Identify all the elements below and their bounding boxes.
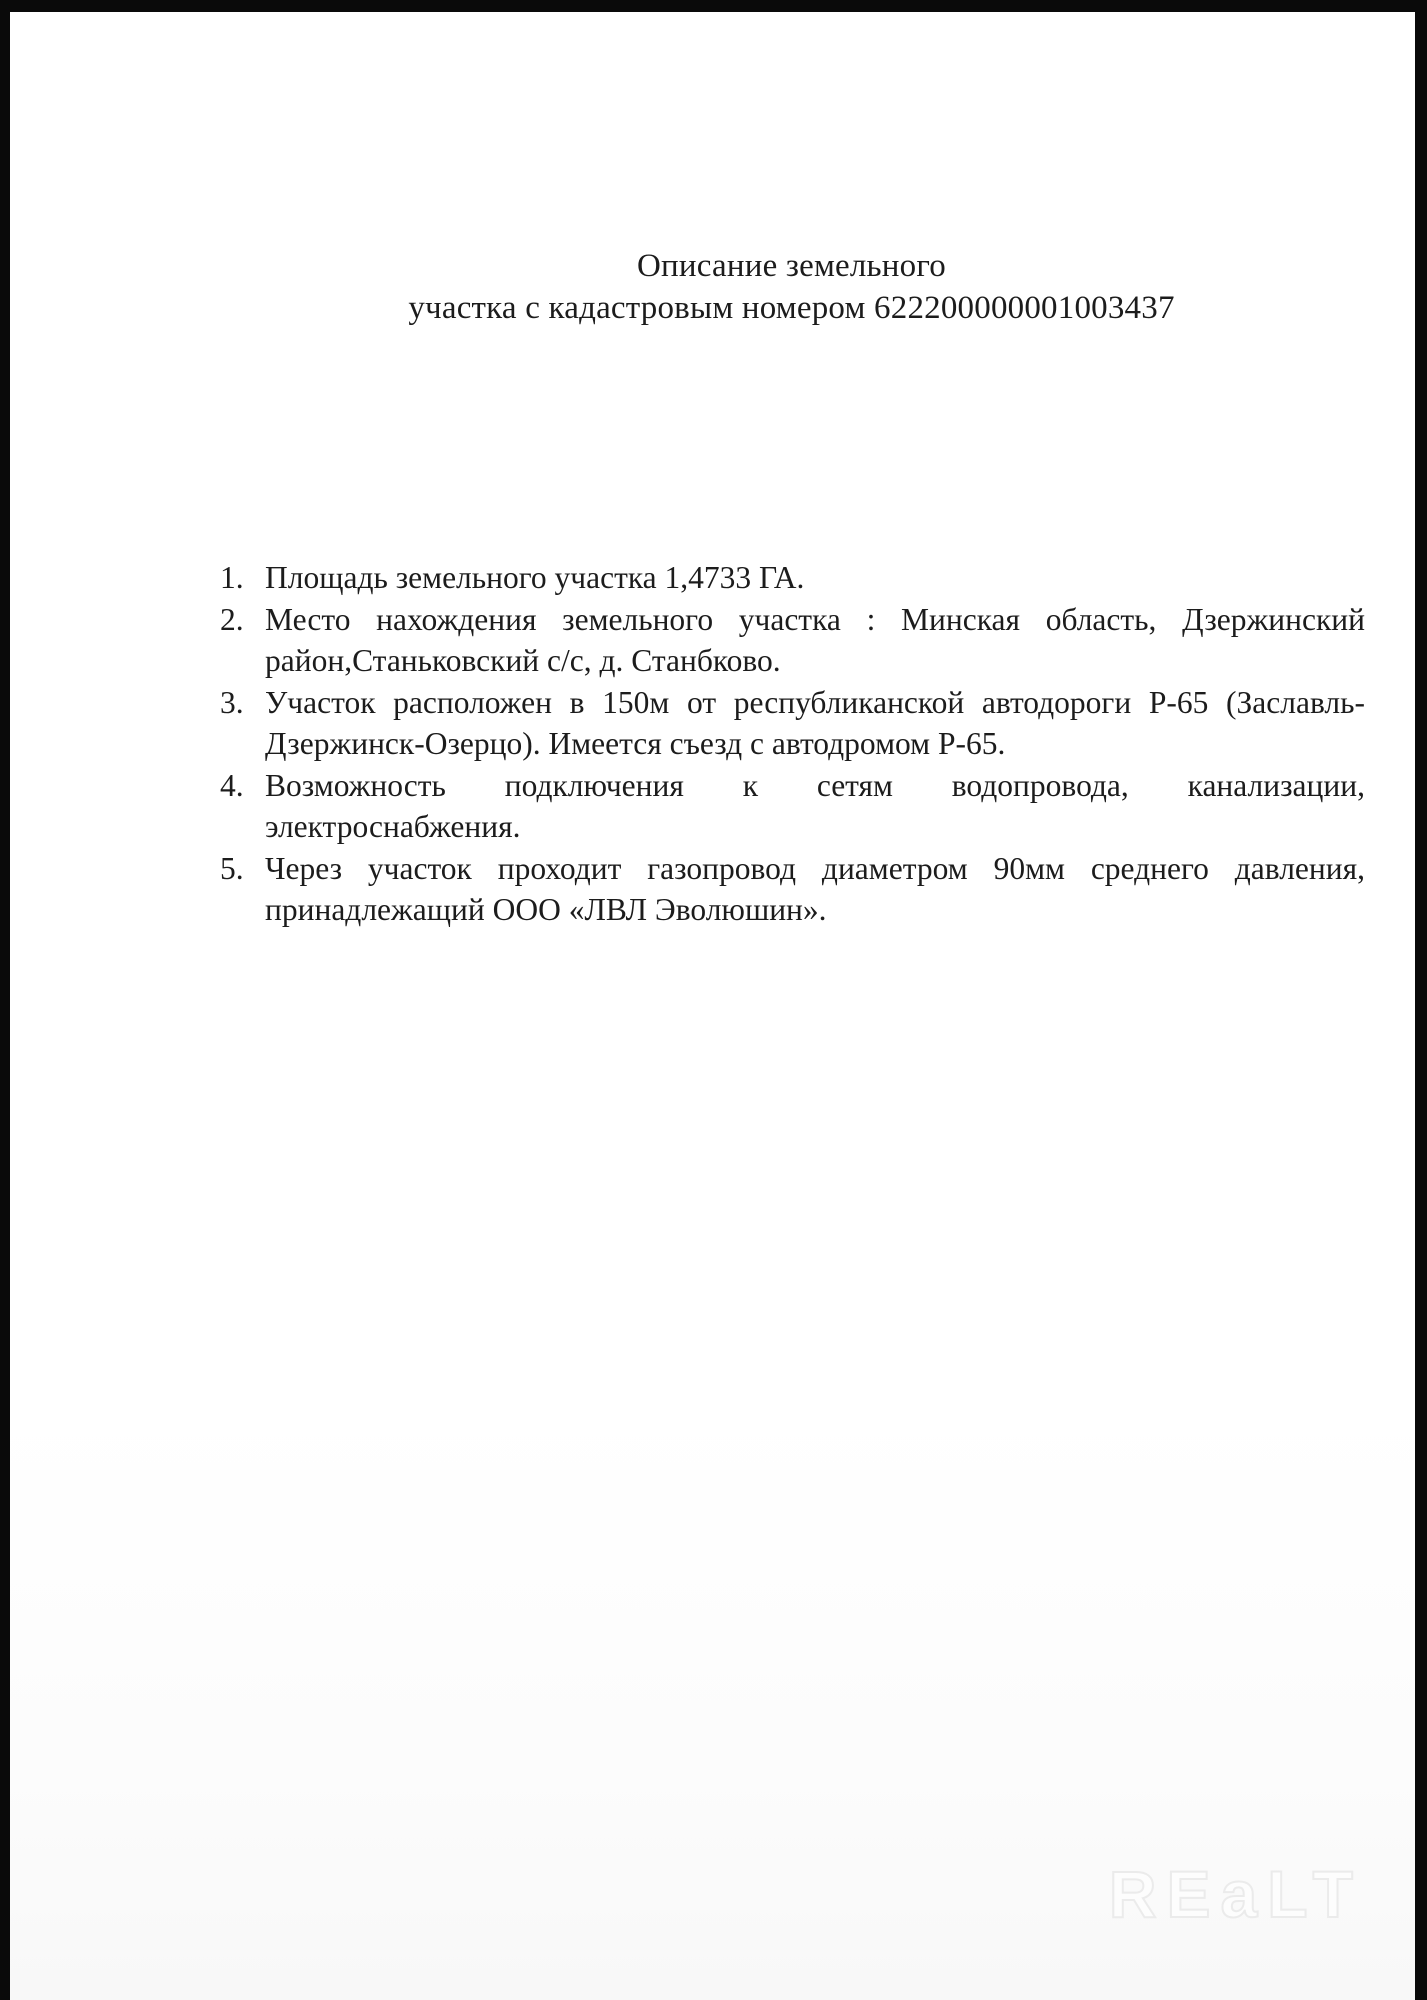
list-item bbox=[218, 848, 1365, 931]
document-title bbox=[218, 245, 1365, 329]
numbered-list bbox=[218, 557, 1365, 931]
list-item bbox=[218, 599, 1365, 682]
list-item-text: Участок расположен в 150м от республиканской автодороги Р-65 (Заславль-Дзержинск-Озерцо). Имеется съезд с автодромом Р-65. bbox=[265, 684, 1365, 761]
list-item-text: Площадь земельного участка 1,4733 ГА. bbox=[265, 560, 805, 595]
document-title-line2: участка с кадастровым номером 622200000001003437 bbox=[408, 290, 1175, 326]
list-item-number: 3. bbox=[220, 684, 244, 720]
list-item-text: Через участок проходит газопровод диаметром 90мм среднего давления, принадлежащий ООО «ЛВЛ Эволюшин». bbox=[265, 850, 1365, 927]
list-item-number: 5. bbox=[220, 850, 244, 886]
list-item-number: 2. bbox=[220, 601, 244, 637]
realt-watermark-logo: REaLT bbox=[1108, 1857, 1363, 1931]
scan-border-top bbox=[0, 0, 1427, 12]
list-item-number: 1. bbox=[220, 560, 244, 595]
list-item-text: Место нахождения земельного участка : Минская область, Дзержинский район,Станьковский с/с, д. Станбково. bbox=[265, 601, 1365, 678]
list-item bbox=[218, 765, 1365, 848]
document-content bbox=[218, 245, 1365, 931]
list-item bbox=[218, 682, 1365, 765]
list-item bbox=[218, 557, 1365, 599]
document-title-line1: Описание земельного bbox=[637, 248, 946, 284]
list-item-text: Возможность подключения к сетям водопровода, канализации, электроснабжения. bbox=[265, 767, 1365, 844]
scan-border-right bbox=[1415, 0, 1427, 2000]
scan-border-left bbox=[0, 0, 10, 2000]
list-item-number: 4. bbox=[220, 767, 244, 803]
